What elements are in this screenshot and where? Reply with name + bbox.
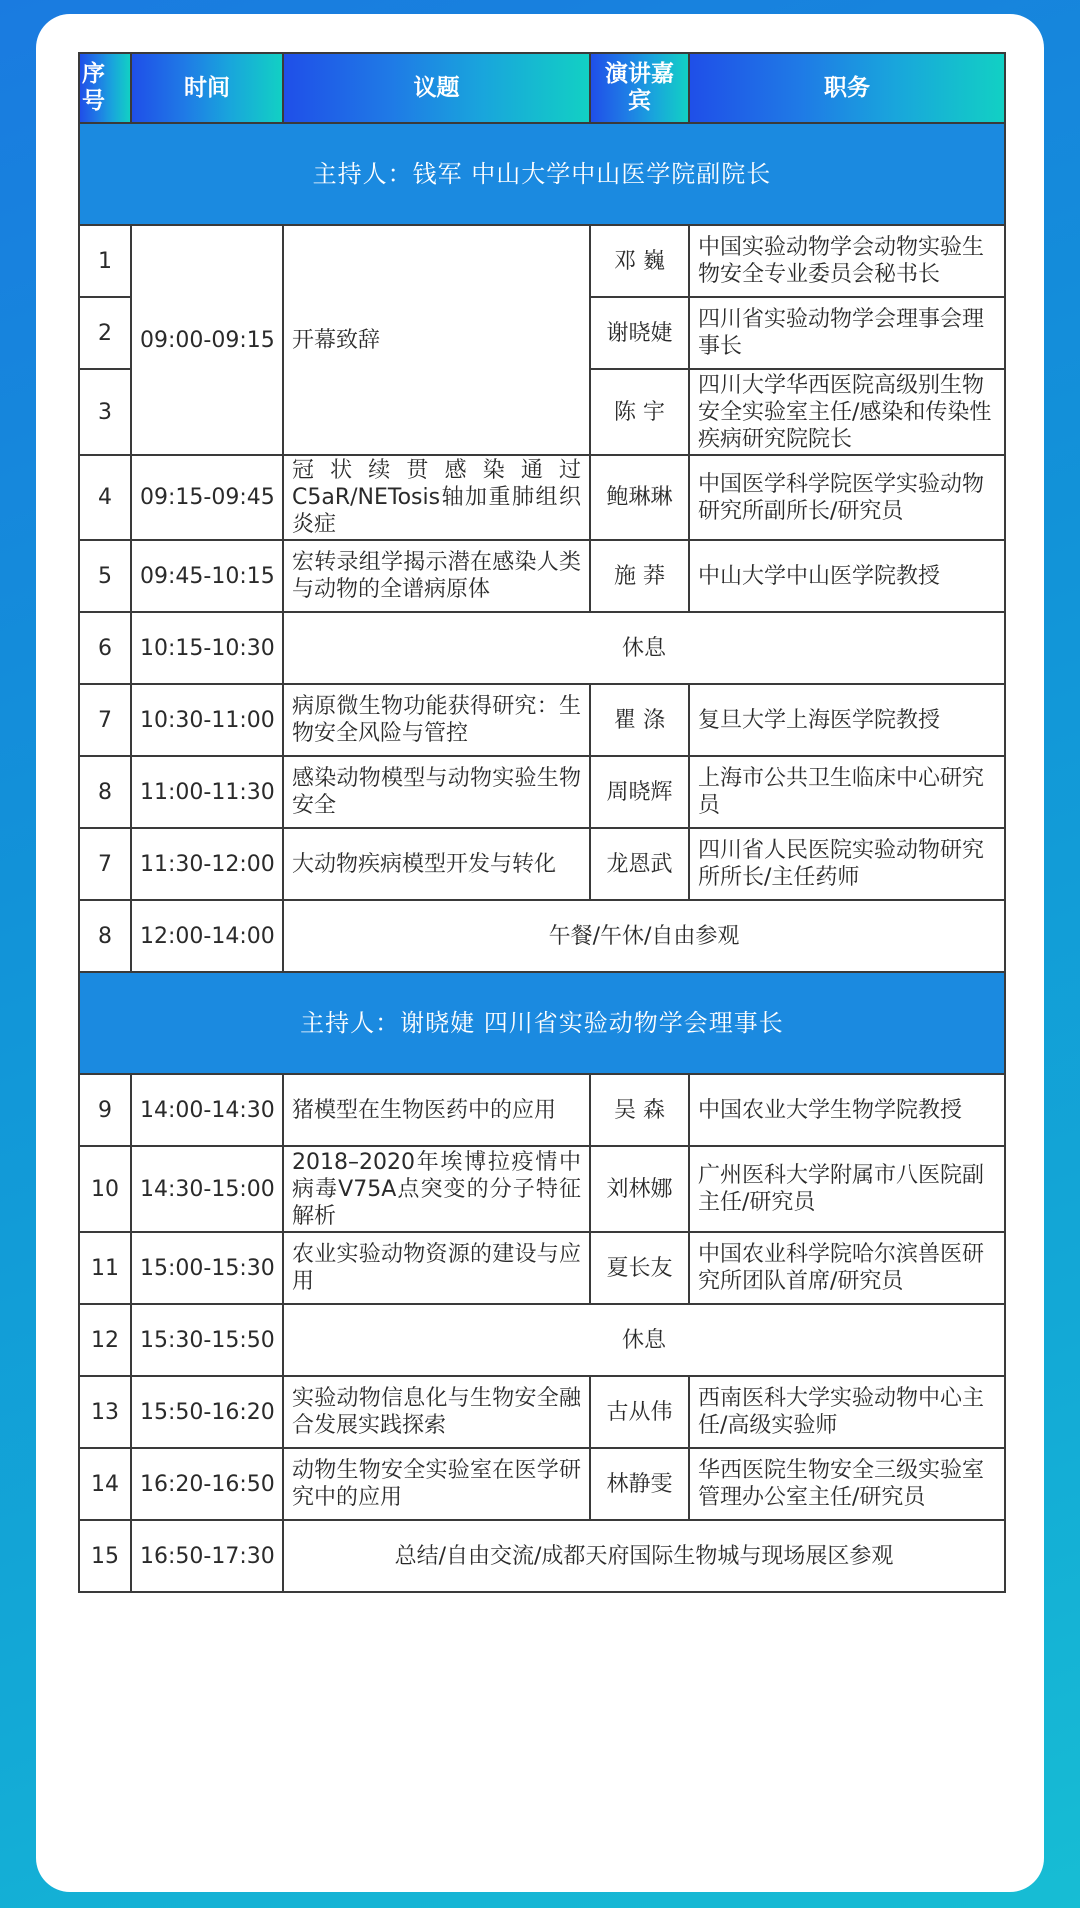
table-row (79, 1232, 1005, 1304)
row-no: 7 (79, 684, 131, 756)
row-position: 中山大学中山医学院教授 (689, 540, 1005, 612)
table-row (79, 612, 1005, 684)
row-topic: 感染动物模型与动物实验生物安全 (283, 756, 590, 828)
table-row (79, 828, 1005, 900)
row-time: 09:45-10:15 (131, 540, 283, 612)
agenda-table (78, 52, 1006, 1593)
row-time: 09:15-09:45 (131, 455, 283, 540)
row-speaker: 谢晓婕 (590, 297, 689, 369)
row-position: 中国农业大学生物学院教授 (689, 1074, 1005, 1146)
row-speaker: 施 莽 (590, 540, 689, 612)
host-2: 主持人：谢晓婕 四川省实验动物学会理事长 (79, 972, 1005, 1074)
row-no: 15 (79, 1520, 131, 1592)
table-row (79, 684, 1005, 756)
table-row (79, 540, 1005, 612)
row-position: 四川省人民医院实验动物研究所所长/主任药师 (689, 828, 1005, 900)
table-row (79, 1304, 1005, 1376)
row-position: 广州医科大学附属市八医院副主任/研究员 (689, 1146, 1005, 1232)
table-header-row (79, 53, 1005, 123)
row-time: 15:50-16:20 (131, 1376, 283, 1448)
row-speaker: 邓 巍 (590, 225, 689, 297)
header-speaker: 演讲嘉宾 (590, 53, 689, 123)
row-time: 14:00-14:30 (131, 1074, 283, 1146)
row-no: 8 (79, 900, 131, 972)
table-row (79, 900, 1005, 972)
row-topic: 开幕致辞 (283, 225, 590, 455)
row-no: 12 (79, 1304, 131, 1376)
row-position: 中国农业科学院哈尔滨兽医研究所团队首席/研究员 (689, 1232, 1005, 1304)
row-time: 16:20-16:50 (131, 1448, 283, 1520)
row-no: 10 (79, 1146, 131, 1232)
row-topic: 实验动物信息化与生物安全融合发展实践探索 (283, 1376, 590, 1448)
row-speaker: 林静雯 (590, 1448, 689, 1520)
table-row (79, 455, 1005, 540)
row-no: 1 (79, 225, 131, 297)
row-no: 3 (79, 369, 131, 455)
row-break: 休息 (283, 1304, 1005, 1376)
row-no: 11 (79, 1232, 131, 1304)
row-break: 休息 (283, 612, 1005, 684)
row-speaker: 古从伟 (590, 1376, 689, 1448)
row-topic: 猪模型在生物医药中的应用 (283, 1074, 590, 1146)
row-time: 11:30-12:00 (131, 828, 283, 900)
row-time: 11:00-11:30 (131, 756, 283, 828)
row-topic: 宏转录组学揭示潜在感染人类与动物的全谱病原体 (283, 540, 590, 612)
row-time: 12:00-14:00 (131, 900, 283, 972)
row-no: 2 (79, 297, 131, 369)
row-topic: 2018–2020年埃博拉疫情中病毒V75A点突变的分子特征解析 (283, 1146, 590, 1232)
row-no: 14 (79, 1448, 131, 1520)
row-speaker: 周晓辉 (590, 756, 689, 828)
table-row (79, 1448, 1005, 1520)
row-position: 中国医学科学院医学实验动物研究所副所长/研究员 (689, 455, 1005, 540)
row-speaker: 鲍琳琳 (590, 455, 689, 540)
row-speaker: 夏长友 (590, 1232, 689, 1304)
row-speaker: 瞿 涤 (590, 684, 689, 756)
row-topic: 农业实验动物资源的建设与应用 (283, 1232, 590, 1304)
row-speaker: 刘林娜 (590, 1146, 689, 1232)
header-position: 职务 (689, 53, 1005, 123)
host-row-2 (79, 972, 1005, 1074)
host-row-1 (79, 123, 1005, 225)
row-position: 中国实验动物学会动物实验生物安全专业委员会秘书长 (689, 225, 1005, 297)
row-lunch: 午餐/午休/自由参观 (283, 900, 1005, 972)
row-position: 上海市公共卫生临床中心研究员 (689, 756, 1005, 828)
table-row (79, 1520, 1005, 1592)
row-position: 西南医科大学实验动物中心主任/高级实验师 (689, 1376, 1005, 1448)
row-topic: 动物生物安全实验室在医学研究中的应用 (283, 1448, 590, 1520)
row-topic: 病原微生物功能获得研究：生物安全风险与管控 (283, 684, 590, 756)
table-row (79, 1074, 1005, 1146)
host-1: 主持人：钱军 中山大学中山医学院副院长 (79, 123, 1005, 225)
row-time: 16:50-17:30 (131, 1520, 283, 1592)
row-no: 9 (79, 1074, 131, 1146)
row-no: 8 (79, 756, 131, 828)
row-speaker: 龙恩武 (590, 828, 689, 900)
row-position: 华西医院生物安全三级实验室管理办公室主任/研究员 (689, 1448, 1005, 1520)
row-no: 6 (79, 612, 131, 684)
row-speaker: 吴 森 (590, 1074, 689, 1146)
row-no: 4 (79, 455, 131, 540)
table-row (79, 756, 1005, 828)
row-closing: 总结/自由交流/成都天府国际生物城与现场展区参观 (283, 1520, 1005, 1592)
row-time: 15:30-15:50 (131, 1304, 283, 1376)
row-speaker: 陈 宇 (590, 369, 689, 455)
row-topic: 冠状续贯感染通过C5aR/NETosis轴加重肺组织炎症 (283, 455, 590, 540)
header-time: 时间 (131, 53, 283, 123)
header-no: 序号 (79, 53, 131, 123)
table-row (79, 225, 1005, 297)
row-time: 14:30-15:00 (131, 1146, 283, 1232)
table-row (79, 1376, 1005, 1448)
row-topic: 大动物疾病模型开发与转化 (283, 828, 590, 900)
row-time: 10:30-11:00 (131, 684, 283, 756)
row-time: 15:00-15:30 (131, 1232, 283, 1304)
row-position: 复旦大学上海医学院教授 (689, 684, 1005, 756)
row-time: 10:15-10:30 (131, 612, 283, 684)
row-no: 5 (79, 540, 131, 612)
row-no: 13 (79, 1376, 131, 1448)
row-position: 四川省实验动物学会理事会理事长 (689, 297, 1005, 369)
row-no: 7 (79, 828, 131, 900)
row-position: 四川大学华西医院高级别生物安全实验室主任/感染和传染性疾病研究院院长 (689, 369, 1005, 455)
table-row (79, 1146, 1005, 1232)
row-time: 09:00-09:15 (131, 225, 283, 455)
header-topic: 议题 (283, 53, 590, 123)
